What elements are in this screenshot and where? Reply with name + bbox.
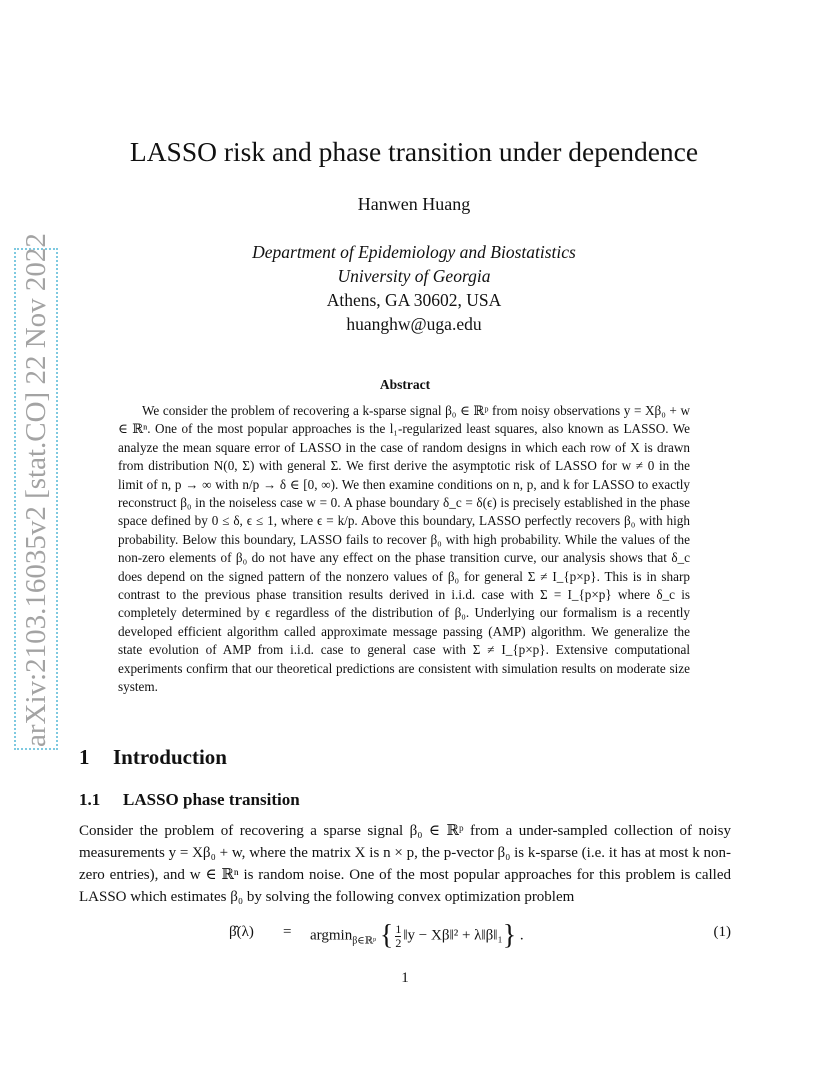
equation-subscript: β∈ℝᵖ bbox=[352, 935, 377, 947]
frac-den: 2 bbox=[395, 935, 402, 950]
equation-number: (1) bbox=[713, 924, 731, 940]
equation-relation: = bbox=[283, 924, 292, 940]
paper-title: LASSO risk and phase transition under dependence bbox=[129, 136, 699, 167]
address: Athens, GA 30602, USA bbox=[326, 290, 502, 310]
right-brace: } bbox=[502, 920, 517, 951]
equation-term: ‖y − Xβ‖² + λ‖β‖₁ bbox=[403, 927, 503, 944]
arxiv-stamp: arXiv:2103.16035v2 [stat.CO] 22 Nov 2022 bbox=[20, 233, 52, 747]
email: huanghw@uga.edu bbox=[346, 314, 482, 334]
body-paragraph bbox=[79, 820, 731, 908]
body-text: Consider the problem of recovering a sparse signal β₀ ∈ ℝᵖ from a under-sampled collection of noisy measurements y = Xβ₀ + w, where the matrix X is n × p, the p-vector β₀ is k-sparse (i.e. it has at most k non-zero entries), and w ∈ ℝⁿ is random noise. One of the most popular approaches for this problem is called LASSO which estimates β₀ by solving the following convex optimization problem bbox=[79, 823, 731, 905]
equation-rhs: argmin$_{\beta\in ℝᵖ}$ { $\frac{1}{2}$ ‖y − Xβ‖² + λ‖β‖₁} . bbox=[310, 920, 524, 951]
section-heading bbox=[79, 742, 227, 772]
affiliation-block bbox=[0, 240, 828, 336]
equation-1 bbox=[79, 916, 731, 956]
author-name: Hanwen Huang bbox=[357, 194, 471, 214]
frac-num: 1 bbox=[395, 921, 402, 936]
university: University of Georgia bbox=[337, 266, 491, 286]
subsection-number: 1.1 bbox=[79, 790, 101, 809]
page-number: 1 bbox=[401, 970, 409, 986]
abstract-text: We consider the problem of recovering a k-sparse signal β₀ ∈ ℝᵖ from noisy observations y = Xβ₀ + w ∈ ℝⁿ. One of the most popular approaches is the l₁-regularized least squares, also known as LASSO. We analyze the mean square error of LASSO in the case of random designs in which each row of X is drawn from distribution N(0, Σ) with general Σ. We first derive the asymptotic risk of LASSO for w ≠ 0 in the limit of n, p → ∞ with n/p → δ ∈ [0, ∞). We then examine conditions on n, p, and k for LASSO to exactly reconstruct β₀ in the noiseless case w = 0. A phase boundary δ_c = δ(ϵ) is precisely established in the phase space defined by 0 ≤ δ, ϵ ≤ 1, where ϵ = k/p. Above this boundary, LASSO perfectly recovers β₀ with high probability. Below this boundary, LASSO fails to recover β₀ with high probability. While the values of the non-zero elements of β₀ do not have any effect on the phase transition curve, our analysis shows that δ_c does depend on the signed pattern of the nonzero values of β₀ for general Σ ≠ I_{p×p}. This is in sharp contrast to the previous phase transition results derived in i.i.d. case with Σ = I_{p×p} where δ_c is completely determined by ϵ regardless of the distribution of β₀. Underlying our formalism is a recently developed efficient algorithm called approximate message passing (AMP) algorithm. We generalize the state evolution of AMP from i.i.d. case to general case with Σ ≠ I_{p×p}. Extensive computational experiments confirm that our theoretical predictions are consistent with simulation results on moderate size system. bbox=[118, 403, 690, 695]
subsection-title: LASSO phase transition bbox=[123, 790, 300, 809]
equation-operator: argmin bbox=[310, 927, 353, 944]
department: Department of Epidemiology and Biostatistics bbox=[252, 242, 576, 262]
equation-fraction bbox=[395, 923, 401, 950]
subsection-heading bbox=[79, 788, 300, 812]
section-number: 1 bbox=[79, 745, 90, 769]
abstract-heading: Abstract bbox=[379, 377, 431, 392]
left-brace: { bbox=[379, 920, 394, 951]
section-title: Introduction bbox=[113, 745, 227, 769]
equation-lhs: β̂(λ) bbox=[229, 924, 254, 940]
abstract-body bbox=[118, 402, 690, 697]
